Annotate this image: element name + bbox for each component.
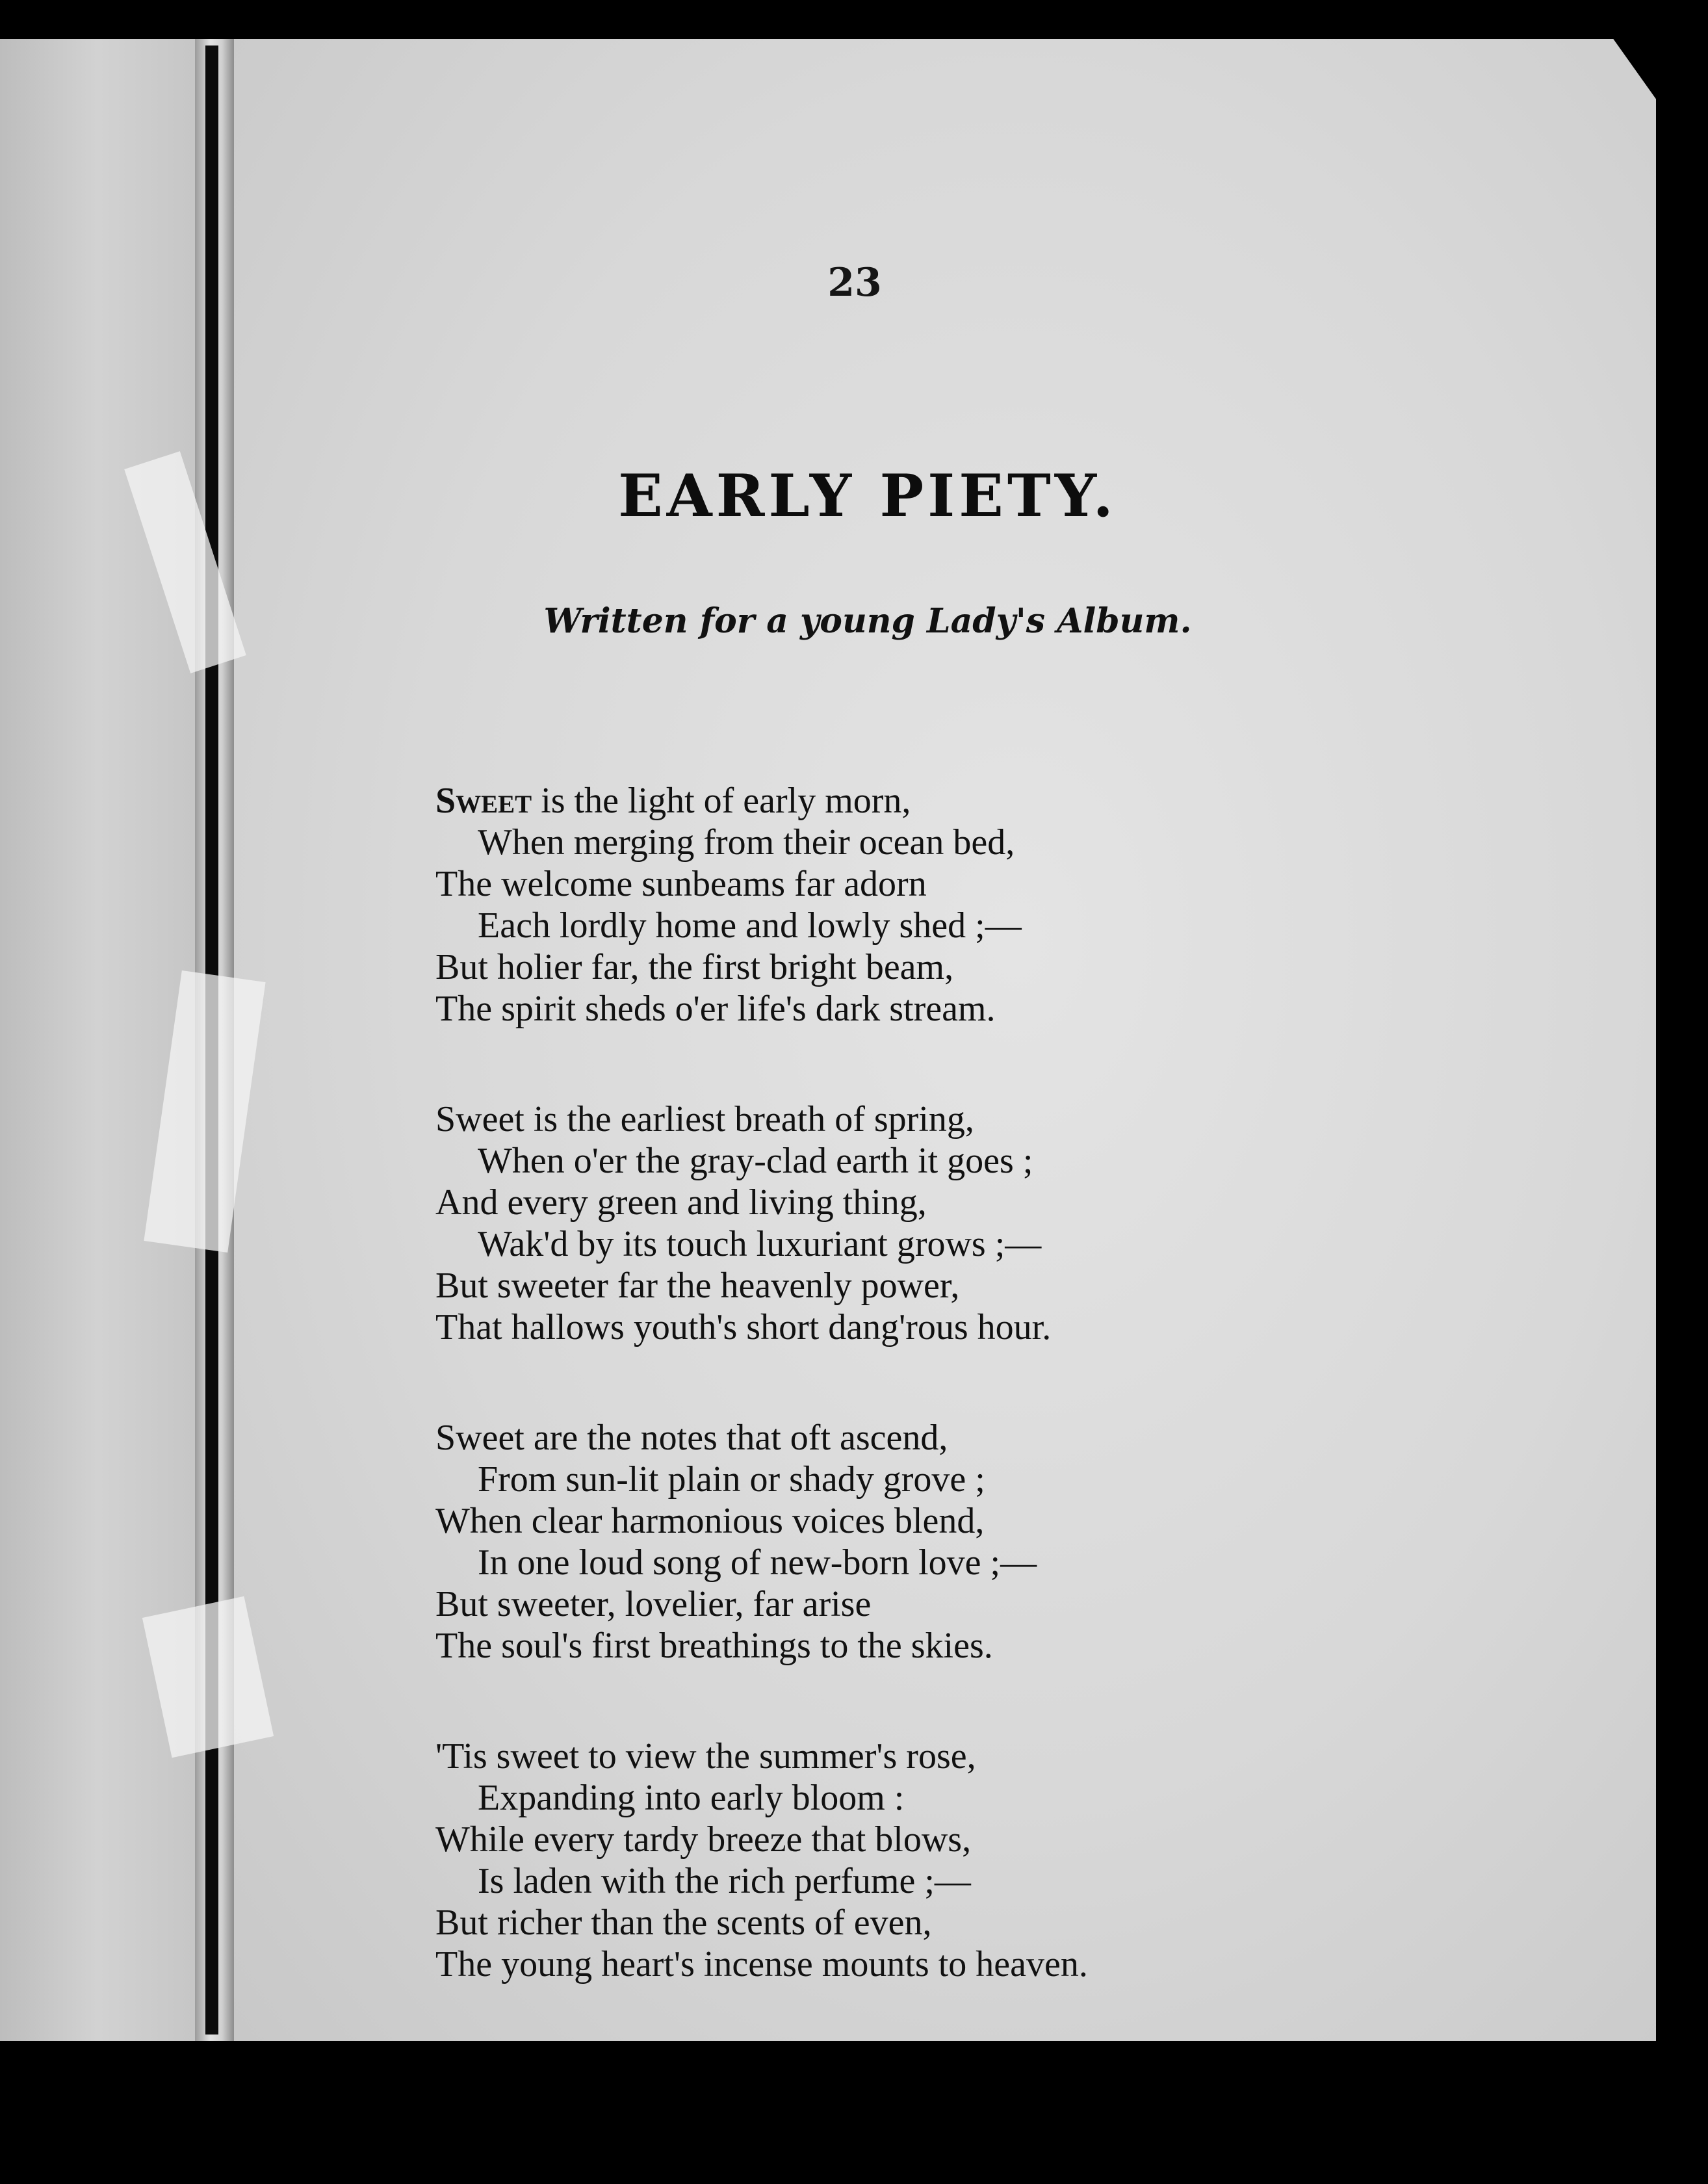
poem-line-text: In one loud song of new-born love ;— [478, 1542, 1037, 1583]
poem-stanza [435, 780, 1475, 1030]
poem-line [435, 1860, 1475, 1902]
poem-line-text: 'Tis sweet to view the summer's rose, [435, 1736, 976, 1776]
poem-line [435, 1500, 1475, 1542]
poem-line [435, 1625, 1475, 1667]
poem-line-text: From sun-lit plain or shady grove ; [478, 1459, 985, 1500]
poem-line [435, 1542, 1475, 1583]
poem-line-text: When clear harmonious voices blend, [435, 1501, 985, 1541]
poem-line-text: Sweet are the notes that oft ascend, [435, 1418, 948, 1458]
poem-line-text: But holier far, the first bright beam, [435, 947, 954, 987]
poem-line [435, 1819, 1475, 1860]
poem-stanza [435, 1098, 1475, 1348]
poem-line [435, 1306, 1475, 1348]
poem-line [435, 988, 1475, 1030]
poem-line-text: The welcome sunbeams far adorn [435, 864, 927, 904]
poem-body [435, 780, 1475, 2054]
poem-line-text: The spirit sheds o'er life's dark stream. [435, 989, 996, 1029]
poem-line-text: When o'er the gray-clad earth it goes ; [478, 1141, 1033, 1181]
poem-line [435, 822, 1475, 863]
poem-line-text: Expanding into early bloom : [478, 1778, 905, 1818]
left-page-fragment [0, 39, 195, 2041]
poem-line [435, 1944, 1475, 1985]
poem-title: EARLY PIETY. [618, 462, 1117, 530]
poem-line [435, 1182, 1475, 1223]
poem-line-text: Wak'd by its touch luxuriant grows ;— [478, 1224, 1042, 1264]
poem-line-text: The young heart's incense mounts to heaven. [435, 1944, 1088, 1984]
poem-subtitle: Written for a young Lady's Album. [543, 601, 1192, 641]
poem-line-text: Is laden with the rich perfume ;— [478, 1861, 971, 1901]
poem-line-text: Each lordly home and lowly shed ;— [478, 905, 1022, 946]
poem-line-text: But richer than the scents of even, [435, 1903, 932, 1943]
poem-line [435, 1140, 1475, 1182]
poem-line [435, 1459, 1475, 1500]
poem-line [435, 1736, 1475, 1777]
poem-line [435, 780, 1475, 822]
poem-line-text: is the light of early morn, [541, 781, 911, 821]
poem-line [435, 1223, 1475, 1265]
poem-line [435, 1265, 1475, 1306]
poem-line-text: But sweeter far the heavenly power, [435, 1266, 960, 1306]
poem-line-text: While every tardy breeze that blows, [435, 1819, 972, 1860]
poem-line [435, 1777, 1475, 1819]
poem-line [435, 1417, 1475, 1459]
poem-line-text: Sweet is the earliest breath of spring, [435, 1099, 974, 1139]
page-number: 23 [827, 260, 882, 306]
poem-line-text: That hallows youth's short dang'rous hour. [435, 1307, 1052, 1347]
poem-line-text: When merging from their ocean bed, [478, 822, 1015, 863]
poem-line [435, 1902, 1475, 1944]
poem-line [435, 863, 1475, 905]
poem-line-text: But sweeter, lovelier, far arise [435, 1584, 872, 1624]
poem-line [435, 1098, 1475, 1140]
poem-line-text: And every green and living thing, [435, 1182, 927, 1223]
poem-stanza [435, 1417, 1475, 1667]
poem-line-lead-word: Sweet [435, 781, 532, 821]
poem-line [435, 1583, 1475, 1625]
poem-line [435, 946, 1475, 988]
poem-stanza [435, 1736, 1475, 1985]
poem-line [435, 905, 1475, 946]
poem-line-text: The soul's first breathings to the skies. [435, 1626, 993, 1666]
